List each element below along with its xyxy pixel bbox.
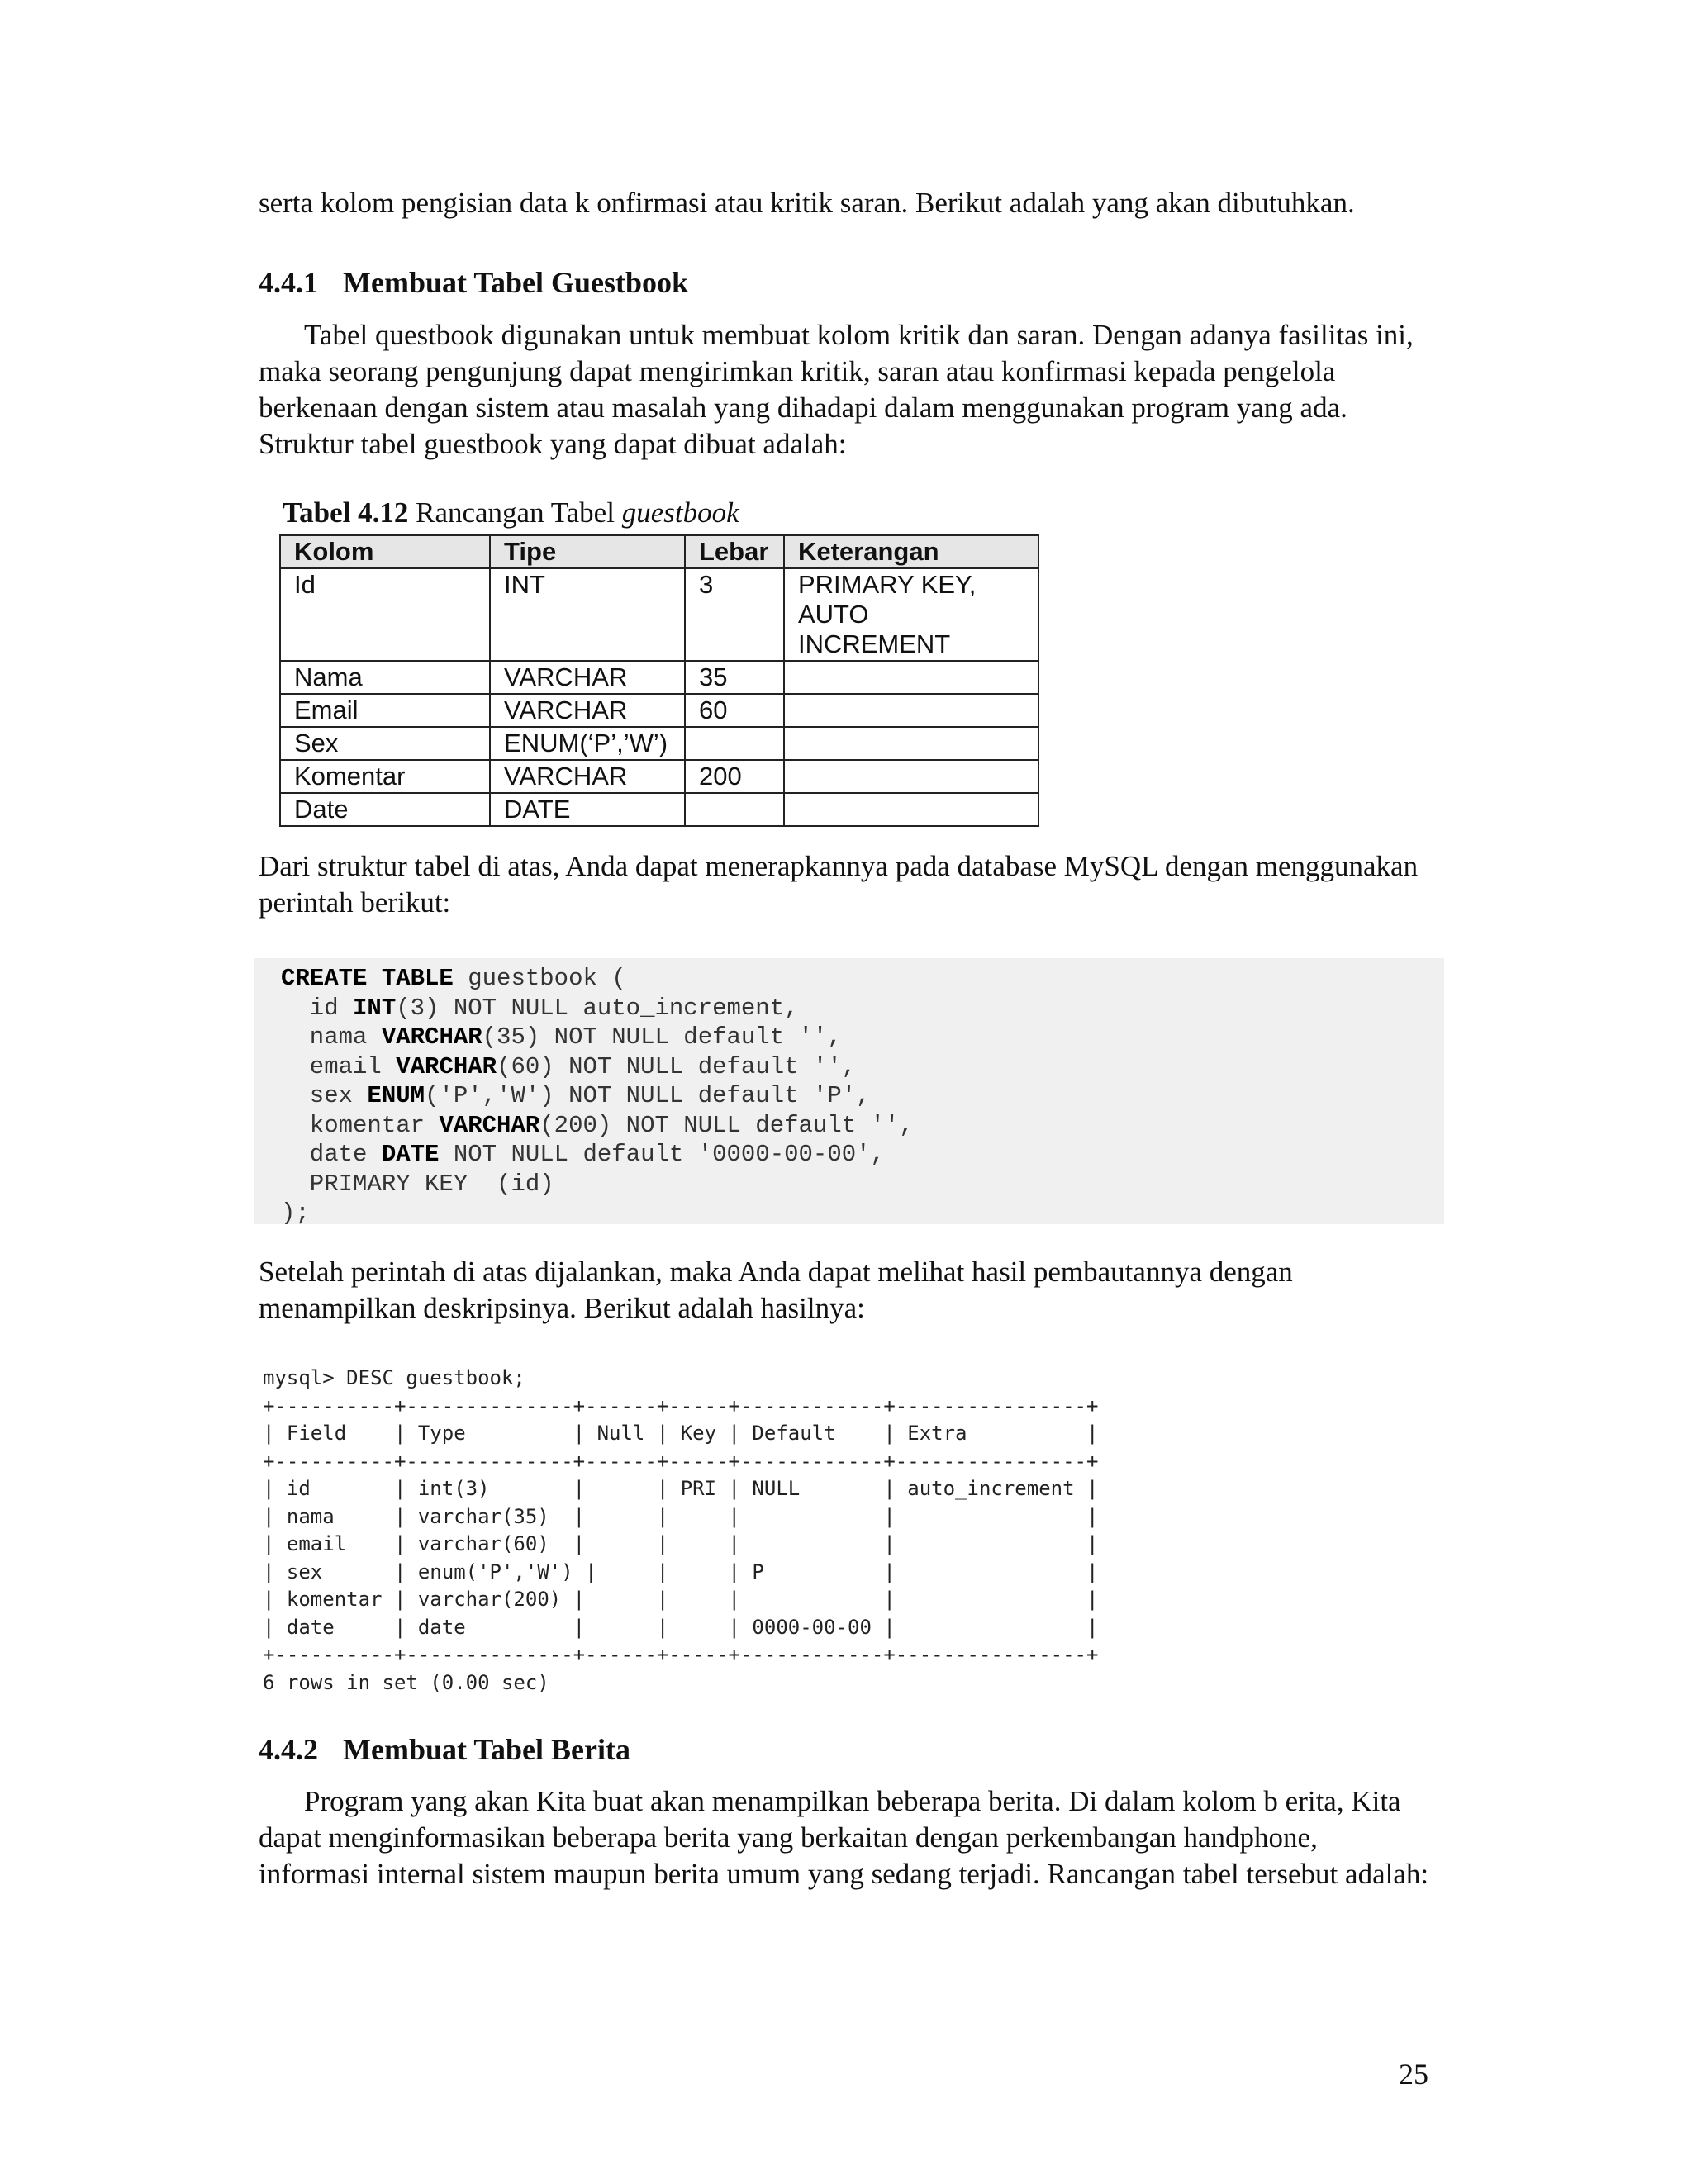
console-line: | nama | varchar(35) | | | | | — [263, 1504, 1099, 1528]
table-row — [280, 793, 1038, 826]
console-line: +----------+--------------+------+-----+------------+----------------+ — [263, 1393, 1099, 1417]
table-row — [280, 727, 1038, 760]
code-text: (35) NOT NULL default '', — [482, 1023, 842, 1051]
section-number: 4.4.2 — [259, 1733, 318, 1766]
code-text: sex — [281, 1082, 368, 1109]
berita-description-paragraph: Program yang akan Kita buat akan menampilkan beberapa berita. Di dalam kolom b erita, Kita dapat menginformasikan beberapa berita yang berkaitan dengan perkembangan handphone, informasi internal sistem maupun berita umum yang sedang terjadi. Rancangan tabel tersebut adalah: — [259, 1785, 1429, 1890]
table-cell: Sex — [280, 727, 490, 760]
code-text: komentar — [281, 1111, 440, 1139]
header-cell: Keterangan — [784, 535, 1038, 568]
code-keyword: CREATE TABLE — [281, 965, 454, 992]
table-row — [280, 661, 1038, 694]
table-caption-italic: guestbook — [621, 496, 739, 529]
table-row — [280, 760, 1038, 793]
console-line: | date | date | | | 0000-00-00 | | — [263, 1615, 1099, 1639]
table-cell: VARCHAR — [490, 694, 685, 727]
table-cell: VARCHAR — [490, 760, 685, 793]
table-cell: 200 — [685, 760, 784, 793]
page-number: 25 — [1399, 2058, 1428, 2091]
console-line: | sex | enum('P','W') | | | P | | — [263, 1560, 1099, 1583]
header-cell: Kolom — [280, 535, 490, 568]
table-header-row — [280, 535, 1038, 568]
console-line: | email | varchar(60) | | | | | — [263, 1532, 1099, 1555]
section-number: 4.4.1 — [259, 266, 318, 299]
table-cell: 35 — [685, 661, 784, 694]
table-caption-text: Rancangan Tabel — [416, 496, 615, 529]
guestbook-design-table — [279, 534, 1039, 827]
code-text: email — [281, 1052, 397, 1080]
table-cell: Id — [280, 568, 490, 661]
console-line: +----------+--------------+------+-----+------------+----------------+ — [263, 1449, 1099, 1473]
guestbook-description-paragraph: Tabel questbook digunakan untuk membuat kolom kritik dan saran. Dengan adanya fasilitas ini, maka seorang pengunjung dapat mengirimkan kritik, saran atau konfirmasi kepada pengelola berkenaan dengan sistem atau masalah yang dihadapi dalam menggunakan program yang ada. Struktur tabel guestbook yang dapat dibuat adalah: — [259, 319, 1414, 460]
code-text: NOT NULL default '0000-00-00', — [439, 1141, 885, 1168]
after-code-paragraph: Setelah perintah di atas dijalankan, maka Anda dapat melihat hasil pembautannya dengan menampilkan deskripsinya. Berikut adalah hasilnya: — [259, 1256, 1293, 1324]
section-heading-4-4-2 — [259, 1732, 630, 1767]
mysql-console-output — [263, 1365, 1098, 1697]
code-text: ); — [281, 1199, 310, 1227]
code-text: id — [281, 994, 354, 1022]
table-caption-label: Tabel 4.12 — [283, 496, 409, 529]
code-keyword: ENUM — [367, 1082, 425, 1109]
code-text: (3) NOT NULL auto_increment, — [396, 994, 799, 1022]
code-text: (200) NOT NULL default '', — [539, 1111, 914, 1139]
table-row — [280, 694, 1038, 727]
table-cell — [784, 793, 1038, 826]
code-keyword: INT — [353, 994, 397, 1022]
table-cell: 3 — [685, 568, 784, 661]
code-text: (60) NOT NULL default '', — [497, 1052, 857, 1080]
code-keyword: VARCHAR — [381, 1023, 482, 1051]
console-line: +----------+--------------+------+-----+------------+----------------+ — [263, 1643, 1099, 1666]
table-cell — [784, 694, 1038, 727]
console-line: 6 rows in set (0.00 sec) — [263, 1670, 549, 1694]
table-cell: INT — [490, 568, 685, 661]
code-text: PRIMARY KEY (id) — [281, 1170, 554, 1198]
table-cell: Nama — [280, 661, 490, 694]
header-cell: Tipe — [490, 535, 685, 568]
code-keyword: DATE — [381, 1141, 440, 1168]
console-line: mysql> DESC guestbook; — [263, 1366, 525, 1389]
table-cell: PRIMARY KEY, AUTO INCREMENT — [784, 568, 1038, 661]
sql-code — [281, 964, 914, 1228]
code-text: nama — [281, 1023, 382, 1051]
table-caption — [283, 495, 739, 531]
console-line: | id | int(3) | | PRI | NULL | auto_increment | — [263, 1477, 1099, 1500]
sql-code-block — [254, 958, 1444, 1227]
table-cell: Date — [280, 793, 490, 826]
table-cell: ENUM(‘P’,’W’) — [490, 727, 685, 760]
console-line: | Field | Type | Null | Key | Default | Extra | — [263, 1422, 1099, 1445]
table-cell — [784, 661, 1038, 694]
section-title: Membuat Tabel Guestbook — [343, 266, 689, 299]
code-keyword: VARCHAR — [439, 1111, 540, 1139]
after-table-paragraph: Dari struktur tabel di atas, Anda dapat menerapkannya pada database MySQL dengan menggunakan perintah berikut: — [259, 850, 1419, 919]
table-cell: VARCHAR — [490, 661, 685, 694]
table-cell — [685, 727, 784, 760]
section-title: Membuat Tabel Berita — [343, 1733, 630, 1766]
code-text: date — [281, 1141, 382, 1168]
section-heading-4-4-1 — [259, 265, 688, 300]
code-keyword: VARCHAR — [396, 1052, 497, 1080]
header-cell: Lebar — [685, 535, 784, 568]
table-cell: 60 — [685, 694, 784, 727]
table-cell — [685, 793, 784, 826]
table-row — [280, 568, 1038, 661]
table-cell — [784, 727, 1038, 760]
code-text: guestbook ( — [453, 965, 626, 992]
table-cell — [784, 760, 1038, 793]
console-line: | komentar | varchar(200) | | | | | — [263, 1588, 1099, 1611]
table-cell: Email — [280, 694, 490, 727]
table-cell: DATE — [490, 793, 685, 826]
table-cell: Komentar — [280, 760, 490, 793]
code-text: ('P','W') NOT NULL default 'P', — [425, 1082, 871, 1109]
intro-paragraph: serta kolom pengisian data k onfirmasi atau kritik saran. Berikut adalah yang akan dibutuhkan. — [259, 187, 1355, 219]
